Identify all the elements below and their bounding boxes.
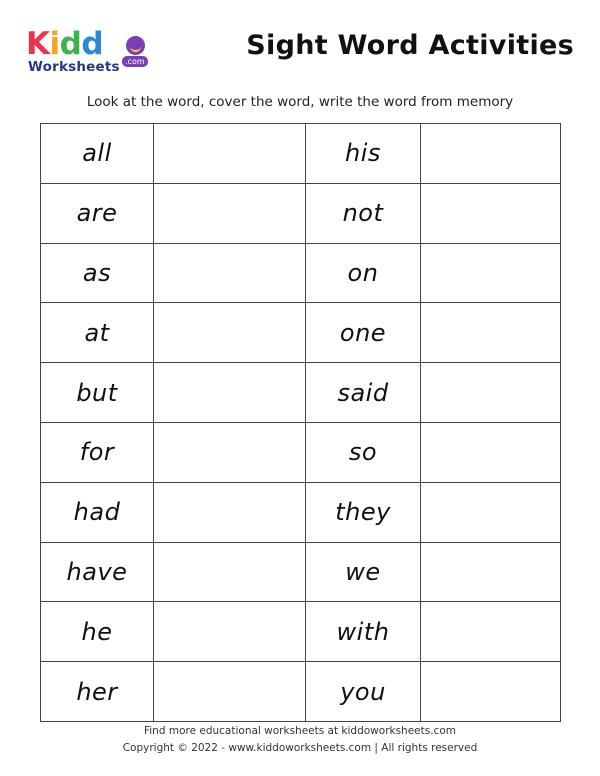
- sight-word: you: [340, 677, 386, 706]
- sight-word: had: [73, 498, 121, 527]
- logo-smile-icon: [126, 36, 145, 55]
- sight-word: are: [76, 199, 118, 228]
- sight-word: on: [347, 258, 379, 287]
- word-cell: [41, 183, 154, 243]
- word-cell: [306, 542, 421, 602]
- write-box[interactable]: [154, 303, 306, 363]
- write-box[interactable]: [421, 363, 561, 423]
- word-cell: [306, 124, 421, 184]
- logo-domain-badge: .com: [122, 56, 148, 67]
- logo-letter: d: [81, 26, 104, 62]
- write-box[interactable]: [154, 183, 306, 243]
- sight-word: her: [76, 677, 118, 706]
- sight-word: but: [76, 378, 118, 407]
- sight-word: have: [66, 557, 128, 586]
- word-cell: [306, 243, 421, 303]
- logo-letter: i: [49, 26, 60, 62]
- write-box[interactable]: [421, 602, 561, 662]
- write-box[interactable]: [154, 363, 306, 423]
- table-row: [41, 602, 561, 662]
- table-row: [41, 422, 561, 482]
- sight-word: all: [82, 139, 112, 168]
- table-row: [41, 303, 561, 363]
- sight-word: for: [79, 438, 115, 467]
- write-box[interactable]: [421, 662, 561, 722]
- brand-logo: [26, 26, 156, 78]
- table-row: [41, 243, 561, 303]
- table-row: [41, 542, 561, 602]
- word-cell: [306, 602, 421, 662]
- page-title: Sight Word Activities: [246, 30, 574, 61]
- logo-subtitle: Worksheets: [28, 59, 120, 75]
- word-cell: [306, 482, 421, 542]
- word-cell: [41, 124, 154, 184]
- sight-word: so: [348, 438, 378, 467]
- write-box[interactable]: [154, 124, 306, 184]
- write-box[interactable]: [154, 602, 306, 662]
- write-box[interactable]: [154, 662, 306, 722]
- word-cell: [41, 482, 154, 542]
- table-row: [41, 363, 561, 423]
- word-cell: [41, 662, 154, 722]
- word-cell: [41, 363, 154, 423]
- write-box[interactable]: [154, 482, 306, 542]
- sight-word: he: [81, 617, 113, 646]
- instructions: Look at the word, cover the word, write the word from memory: [86, 94, 514, 110]
- sight-word: said: [337, 378, 389, 407]
- table-row: [41, 662, 561, 722]
- sight-word: with: [336, 617, 390, 646]
- write-box[interactable]: [154, 422, 306, 482]
- footer-promo: Find more educational worksheets at kiddoworksheets.com: [143, 725, 456, 737]
- sight-word: his: [345, 139, 381, 168]
- word-cell: [41, 243, 154, 303]
- table-row: [41, 482, 561, 542]
- word-cell: [41, 602, 154, 662]
- sight-word: we: [345, 557, 381, 586]
- sight-word: one: [339, 318, 387, 347]
- logo-wordmark: [26, 26, 103, 62]
- write-box[interactable]: [421, 303, 561, 363]
- word-cell: [306, 363, 421, 423]
- sight-word: as: [82, 258, 112, 287]
- write-box[interactable]: [154, 542, 306, 602]
- sight-word: not: [342, 199, 384, 228]
- word-cell: [41, 422, 154, 482]
- write-box[interactable]: [154, 243, 306, 303]
- write-box[interactable]: [421, 243, 561, 303]
- sight-word: they: [335, 498, 391, 527]
- word-cell: [306, 662, 421, 722]
- write-box[interactable]: [421, 542, 561, 602]
- write-box[interactable]: [421, 183, 561, 243]
- word-cell: [41, 542, 154, 602]
- write-box[interactable]: [421, 124, 561, 184]
- word-cell: [41, 303, 154, 363]
- footer-copyright: Copyright © 2022 - www.kiddoworksheets.com | All rights reserved: [122, 742, 478, 754]
- sight-word: at: [84, 318, 110, 347]
- word-cell: [306, 303, 421, 363]
- write-box[interactable]: [421, 482, 561, 542]
- write-box[interactable]: [421, 422, 561, 482]
- word-cell: [306, 422, 421, 482]
- logo-letter: d: [59, 26, 82, 62]
- table-row: [41, 183, 561, 243]
- logo-letter: K: [26, 26, 50, 62]
- word-cell: [306, 183, 421, 243]
- table-row: [41, 124, 561, 184]
- sight-word-table: [40, 123, 561, 722]
